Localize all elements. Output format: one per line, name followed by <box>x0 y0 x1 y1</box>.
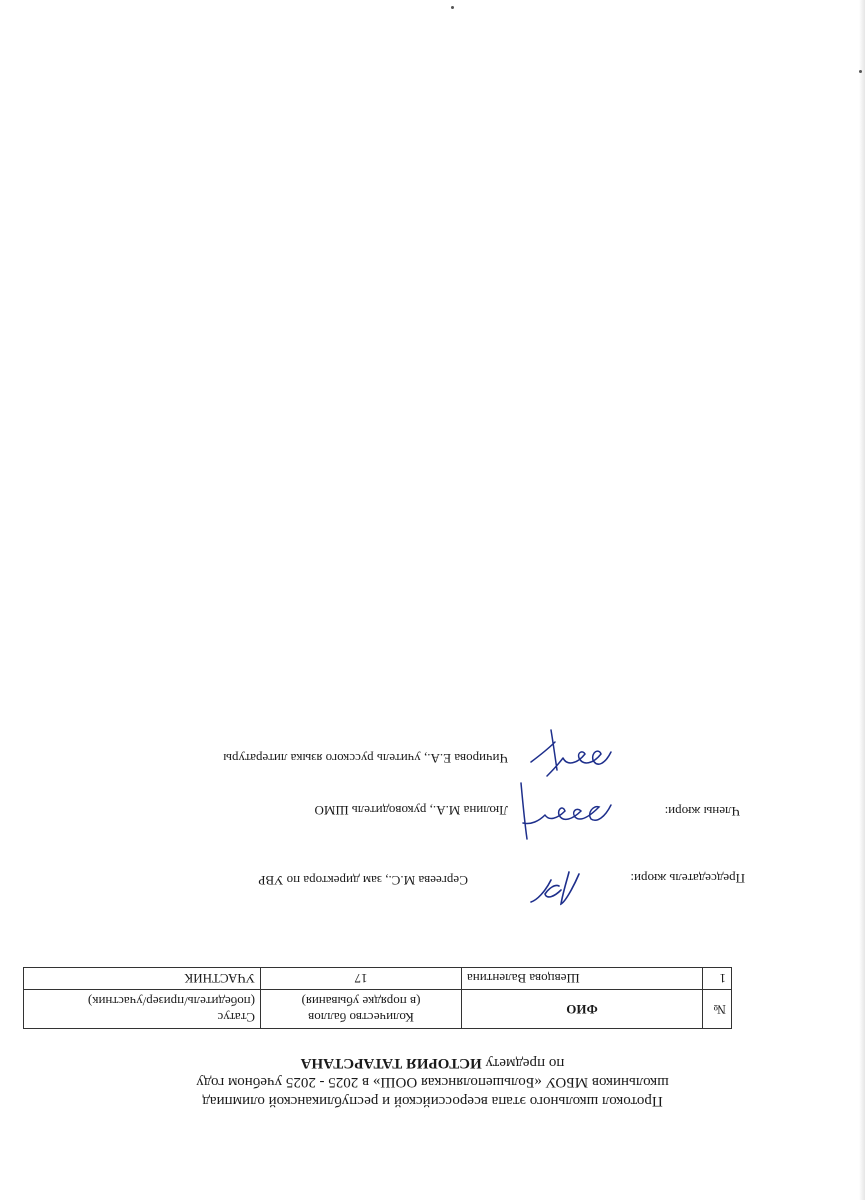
header-status-line2: (победитель/призер/участник) <box>87 994 255 1009</box>
member2-signature <box>527 727 617 782</box>
protocol-subject <box>0 1053 865 1072</box>
members-label: Члены жюри: <box>664 804 740 819</box>
member1-signature <box>515 780 615 845</box>
row-name: Шевцова Валентина <box>462 968 703 990</box>
chair-name: Сергеева М.С., зам директора по УВР <box>258 873 468 888</box>
header-status <box>24 990 261 1029</box>
header-status-line1: Статус <box>217 1010 255 1025</box>
header-name: ФИО <box>462 990 703 1029</box>
protocol-title-line2: школьников МБОУ «Большеполянская ООШ» в 2025 - 2025 учебном году <box>196 1074 669 1090</box>
header-score-line2: (в порядке убывания) <box>301 994 421 1009</box>
subject-prefix: по предмету <box>485 1055 565 1071</box>
header-score-line1: Количество баллов <box>308 1010 414 1025</box>
row-score: 17 <box>261 968 462 990</box>
subject-name: ИСТОРИЯ ТАТАРСТАНА <box>300 1055 482 1071</box>
chair-signature <box>525 865 585 910</box>
scan-speck <box>451 6 454 9</box>
protocol-title-line1: Протокол школьного этапа всероссийской и республиканской олимпиад <box>202 1093 663 1109</box>
row-status: УЧАСТНИК <box>24 968 261 990</box>
header-score <box>261 990 462 1029</box>
member1-name: Люлина М.А., руководитель ШМО <box>314 803 508 818</box>
member2-name: Чичирова Е.А., учитель русского языка литературы <box>223 751 508 766</box>
header-number: № <box>703 990 732 1029</box>
row-number: 1 <box>703 968 732 990</box>
table-row <box>24 968 732 990</box>
chair-label: Председатель жюри: <box>630 871 745 886</box>
protocol-header <box>0 1053 865 1110</box>
scan-edge-shadow <box>859 0 865 1200</box>
scan-speck <box>859 70 862 73</box>
results-table <box>23 967 732 1029</box>
table-header-row <box>24 990 732 1029</box>
